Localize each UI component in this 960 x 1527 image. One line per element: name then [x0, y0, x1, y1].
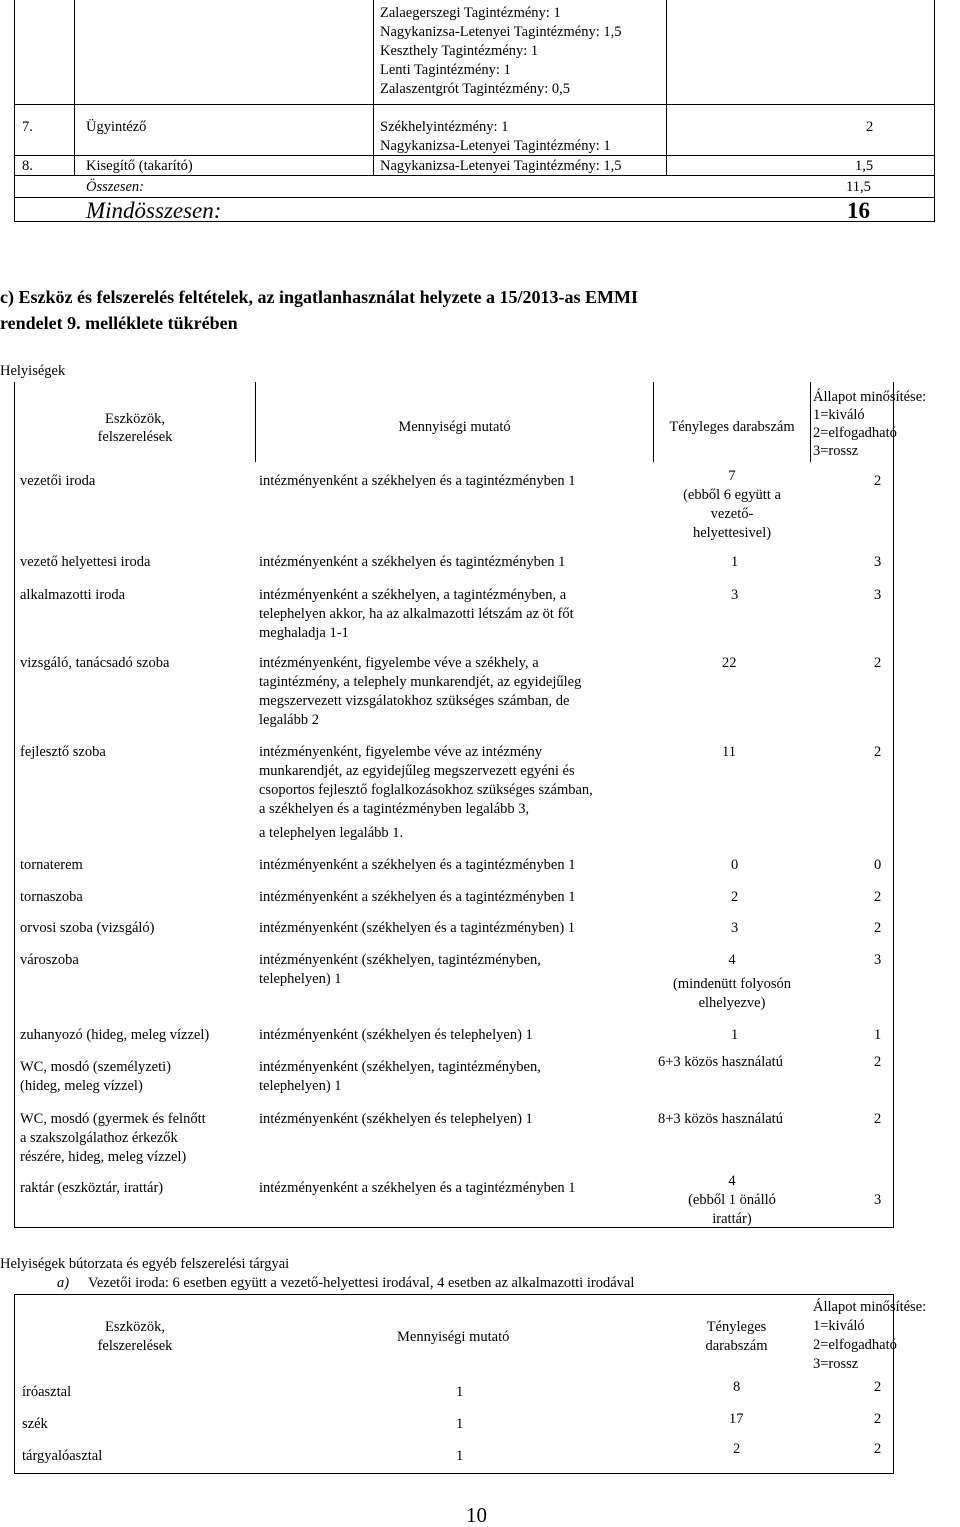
place-line: Nagykanizsa-Letenyei Tagintézmény: 1,5	[380, 24, 622, 40]
header-col4: 1=kiváló	[813, 1318, 865, 1334]
place-line: Lenti Tagintézmény: 1	[380, 62, 511, 78]
header-col1: Eszközök,	[105, 1319, 165, 1335]
quantity-rule: meghaladja 1-1	[259, 625, 349, 641]
quantity-rule: telephelyen akkor, ha az alkalmazotti létszám az öt főt	[259, 606, 574, 622]
condition-rating: 2	[874, 655, 882, 671]
condition-rating: 0	[874, 857, 882, 873]
row-number: 7.	[22, 119, 33, 135]
place-line: Keszthely Tagintézmény: 1	[380, 43, 539, 59]
room-name: vezető helyettesi iroda	[20, 554, 151, 570]
quantity-rule: telephelyen) 1	[259, 1078, 342, 1094]
place-line: Nagykanizsa-Letenyei Tagintézmény: 1,5	[380, 158, 622, 174]
actual-count: 22	[722, 655, 737, 671]
condition-rating: 2	[874, 889, 882, 905]
header-col4: 3=rossz	[813, 443, 859, 459]
header-col1: Eszközök,	[105, 411, 165, 427]
quantity-rule: a székhelyen és a tagintézményben legalább 3,	[259, 801, 530, 817]
place-line: Székhelyintézmény: 1	[380, 119, 509, 135]
room-name: városzoba	[20, 952, 79, 968]
header-col3: darabszám	[705, 1338, 768, 1354]
row-total: 1,5	[855, 158, 874, 174]
condition-rating: 2	[874, 1441, 882, 1457]
osszesen-label: Összesen:	[86, 179, 144, 195]
quantity-rule: intézményenként (székhelyen, tagintézményben,	[259, 952, 541, 968]
quantity-rule: intézményenként a székhelyen, a tagintézményben, a	[259, 587, 567, 603]
actual-count: (ebből 6 együtt a	[683, 487, 781, 503]
actual-count: 2	[733, 1441, 741, 1457]
position-name: Ügyintéző	[86, 119, 147, 135]
room-name: (hideg, meleg vízzel)	[20, 1078, 143, 1094]
actual-count: 0	[731, 857, 739, 873]
actual-count: 3	[731, 587, 739, 603]
header-col4: 1=kiváló	[813, 407, 865, 423]
header-col4: 2=elfogadható	[813, 425, 897, 441]
room-name: fejlesztő szoba	[20, 744, 106, 760]
actual-count: 3	[731, 920, 739, 936]
helyisegek-label: Helyiségek	[0, 363, 66, 379]
quantity-rule: intézményenként a székhelyen és a tagintézményben 1	[259, 1180, 576, 1196]
furniture-title: Helyiségek bútorzata és egyéb felszerelési tárgyai	[0, 1256, 290, 1272]
quantity-rule: a telephelyen legalább 1.	[259, 825, 404, 841]
room-name: tornaszoba	[20, 889, 83, 905]
mindosszesen-label: Mindösszesen:	[86, 198, 222, 223]
room-name: alkalmazotti iroda	[20, 587, 126, 603]
header-col1: felszerelések	[97, 429, 173, 445]
actual-count: irattár)	[712, 1211, 752, 1227]
actual-count: elhelyezve)	[698, 995, 766, 1011]
actual-count: 11	[722, 744, 736, 760]
header-col4: 3=rossz	[813, 1356, 859, 1372]
quantity-rule: intézményenként (székhelyen és telephelyen) 1	[259, 1027, 533, 1043]
actual-count: vezető-	[710, 506, 754, 522]
room-name: részére, hideg, meleg vízzel)	[20, 1149, 187, 1165]
quantity-rule: intézményenként (székhelyen és telephelyen) 1	[259, 1111, 533, 1127]
header-col2: Mennyiségi mutató	[397, 1329, 510, 1345]
quantity-rule: intézményenként (székhelyen és a tagintézményben) 1	[259, 920, 576, 936]
actual-count: (mindenütt folyosón	[672, 976, 791, 992]
room-name: vizsgáló, tanácsadó szoba	[20, 655, 170, 671]
condition-rating: 2	[874, 920, 882, 936]
header-col4: Állapot minősítése:	[813, 389, 927, 405]
condition-rating: 2	[874, 1054, 882, 1070]
actual-count: 4	[728, 1173, 736, 1189]
quantity-rule: telephelyen) 1	[259, 971, 342, 987]
header-col4: 2=elfogadható	[813, 1337, 897, 1353]
quantity-rule: 1	[456, 1384, 464, 1400]
actual-count: 8	[733, 1379, 741, 1395]
quantity-rule: intézményenként a székhelyen és a tagintézményben 1	[259, 889, 576, 905]
place-line: Nagykanizsa-Letenyei Tagintézmény: 1	[380, 138, 611, 154]
page-number: 10	[466, 1503, 487, 1527]
room-name: zuhanyozó (hideg, meleg vízzel)	[20, 1027, 210, 1043]
condition-rating: 2	[874, 744, 882, 760]
list-item-text: Vezetői iroda: 6 esetben együtt a vezető-helyettesi irodával, 4 esetben az alkalmazotti irodával	[88, 1275, 635, 1291]
row-number: 8.	[22, 158, 33, 174]
actual-count: 1	[731, 554, 739, 570]
header-col2: Mennyiségi mutató	[398, 419, 511, 435]
actual-count: 8+3 közös használatú	[658, 1111, 783, 1127]
quantity-rule: megszervezett vizsgálatokhoz szükséges számban, de	[259, 693, 570, 709]
osszesen-value: 11,5	[846, 179, 871, 195]
actual-count: 7	[728, 468, 736, 484]
row-total: 2	[866, 119, 874, 135]
quantity-rule: intézményenként, figyelembe véve az intézmény	[259, 744, 543, 760]
room-name: WC, mosdó (személyzeti)	[20, 1059, 171, 1075]
actual-count: 4	[728, 952, 736, 968]
room-name: vezetői iroda	[20, 473, 96, 489]
actual-count: (ebből 1 önálló	[688, 1192, 776, 1208]
room-name: a szakszolgálathoz érkezők	[20, 1130, 178, 1146]
quantity-rule: intézményenként a székhelyen és tagintézményben 1	[259, 554, 566, 570]
quantity-rule: intézményenként (székhelyen, tagintézményben,	[259, 1059, 541, 1075]
furniture-name: tárgyalóasztal	[22, 1448, 103, 1464]
room-name: tornaterem	[20, 857, 83, 873]
header-col3: Tényleges	[706, 1319, 767, 1335]
actual-count: helyettesivel)	[692, 525, 772, 541]
quantity-rule: munkarendjét, az egyidejűleg megszervezett egyéni és	[259, 763, 575, 779]
furniture-name: szék	[22, 1416, 48, 1432]
quantity-rule: 1	[456, 1416, 464, 1432]
place-line: Zalaegerszegi Tagintézmény: 1	[380, 5, 561, 21]
section-heading: c) Eszköz és felszerelés feltételek, az ingatlanhasználat helyzete a 15/2013-as EMMI	[0, 287, 639, 307]
list-letter: a)	[57, 1275, 70, 1291]
condition-rating: 3	[874, 952, 882, 968]
actual-count: 1	[731, 1027, 739, 1043]
mindosszesen-value: 16	[847, 198, 870, 223]
quantity-rule: intézményenként a székhelyen és a tagintézményben 1	[259, 857, 576, 873]
condition-rating: 3	[874, 554, 882, 570]
condition-rating: 2	[874, 1411, 882, 1427]
condition-rating: 3	[874, 587, 882, 603]
header-col4: Állapot minősítése:	[813, 1299, 927, 1315]
actual-count: 17	[729, 1411, 744, 1427]
section-heading-cont: rendelet 9. melléklete tükrében	[0, 313, 238, 333]
header-col1: felszerelések	[97, 1338, 173, 1354]
quantity-rule: 1	[456, 1448, 464, 1464]
quantity-rule: intézményenként a székhelyen és a tagintézményben 1	[259, 473, 576, 489]
actual-count: 6+3 közös használatú	[658, 1054, 783, 1070]
furniture-name: íróasztal	[22, 1384, 72, 1400]
quantity-rule: tagintézmény, a telephely munkarendjét, az egyidejűleg	[259, 674, 582, 690]
condition-rating: 2	[874, 1111, 882, 1127]
header-col3: Tényleges darabszám	[669, 419, 795, 435]
room-name: orvosi szoba (vizsgáló)	[20, 920, 155, 936]
quantity-rule: legalább 2	[259, 712, 319, 728]
room-name: WC, mosdó (gyermek és felnőtt	[20, 1111, 206, 1127]
quantity-rule: csoportos fejlesztő foglalkozásokhoz szükséges számban,	[259, 782, 593, 798]
actual-count: 2	[731, 889, 739, 905]
position-name: Kisegítő (takarító)	[86, 158, 193, 174]
place-line: Zalaszentgrót Tagintézmény: 0,5	[380, 81, 570, 97]
room-name: raktár (eszköztár, irattár)	[20, 1180, 164, 1196]
condition-rating: 2	[874, 473, 882, 489]
condition-rating: 2	[874, 1379, 882, 1395]
quantity-rule: intézményenként, figyelembe véve a székhely, a	[259, 655, 539, 671]
condition-rating: 3	[874, 1192, 882, 1208]
condition-rating: 1	[874, 1027, 882, 1043]
